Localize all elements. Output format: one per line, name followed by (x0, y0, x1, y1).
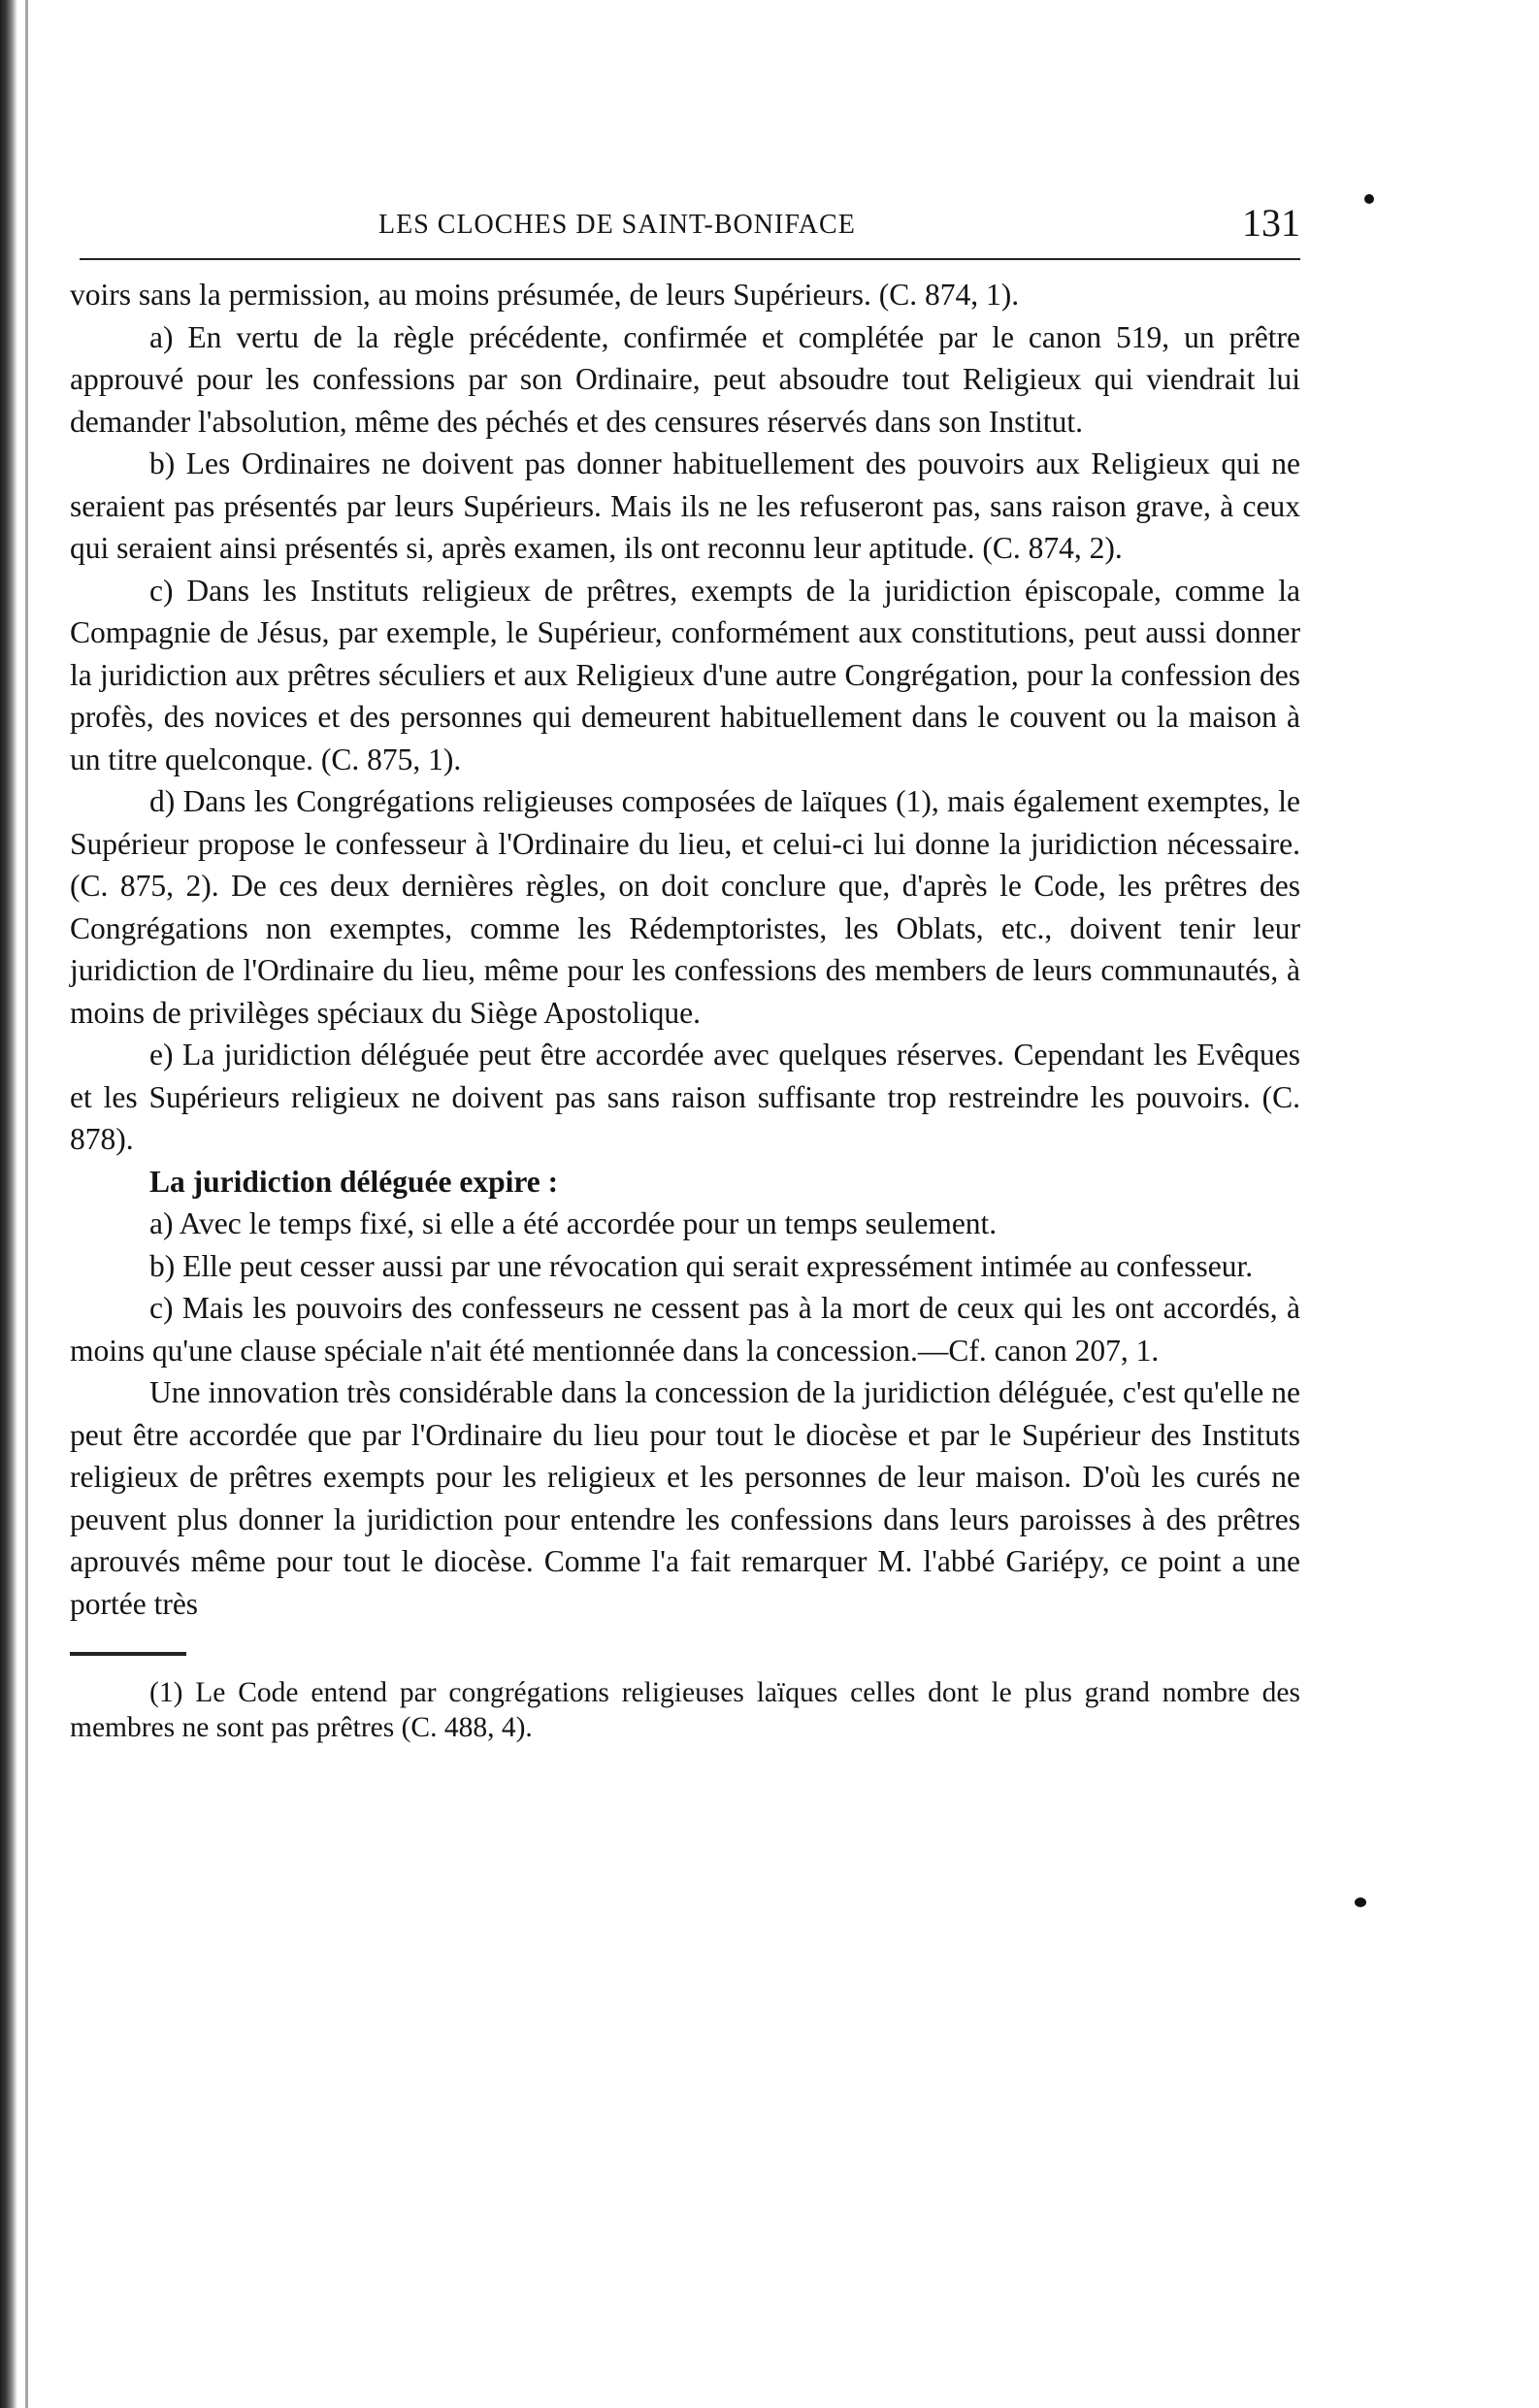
ink-speck (1364, 194, 1374, 204)
footnote-rule (70, 1652, 186, 1656)
paragraph: b) Les Ordinaires ne doivent pas donner habituellement des pouvoirs aux Religieux qui ne seraient pas présentés par leurs Supérieurs. Mais ils ne les refuseront pas, sans raison grave, à ceux qui seraient ainsi présentés si, après examen, ils ont reconnu leur aptitude. (C. 874, 2). (70, 446, 1300, 565)
paragraph: b) Elle peut cesser aussi par une révocation qui serait expressément intimée au confesseur. (149, 1248, 1254, 1283)
paragraph: voirs sans la permission, au moins présumée, de leurs Supérieurs. (C. 874, 1). (70, 278, 1020, 312)
paragraph: d) Dans les Congrégations religieuses composées de laïques (1), mais également exemptes, le Supérieur propose le confesseur à l'Ordinaire du lieu, et celui-ci lui donne la juridiction nécessaire. (C. 875, 2). De ces deux dernières règles, on doit conclure que, d'après le Code, les prêtres des Congrégations non exemptes, comme les Rédemptoristes, les Oblats, etc., doivent tenir leur juridiction de l'Ordinaire du lieu, même pour les confessions des members de leurs communautés, à moins de privilèges spéciaux du Siège Apostolique. (70, 784, 1300, 1030)
paragraph: c) Dans les Instituts religieux de prêtres, exempts de la juridiction épiscopale, comme la Compagnie de Jésus, par exemple, le Supérieur, conformément aux constitutions, peut aussi donner la juridiction aux prêtres séculiers et aux Religieux d'une autre Congrégation, pour la confession des profès, des novices et des personnes qui demeurent habituellement dans le couvent ou la maison à un titre quelconque. (C. 875, 1). (70, 573, 1300, 776)
paragraph: c) Mais les pouvoirs des confesseurs ne cessent pas à la mort de ceux qui les ont accordés, à moins qu'une clause spéciale n'ait été mentionnée dans la concession.—Cf. canon 207, 1. (70, 1291, 1300, 1368)
page-header (70, 194, 1300, 252)
paragraph: Une innovation très considérable dans la concession de la juridiction déléguée, c'est qu'elle ne peut être accordée que par l'Ordinaire du lieu pour tout le diocèse et par le Supérieur des Instituts religieux de prêtres exempts pour les religieux et les personnes de leur maison. D'où les curés ne peuvent plus donner la juridiction pour entendre les confessions dans leurs paroisses à des prêtres aprouvés même pour tout le diocèse. Comme l'a fait remarquer M. l'abbé Gariépy, ce point a une portée très (70, 1375, 1300, 1621)
binding-shadow-line (25, 0, 28, 2408)
body-text (70, 274, 1300, 1625)
book-page (70, 194, 1300, 1745)
book-binding-edge (0, 0, 17, 2408)
page-number: 131 (1242, 201, 1300, 245)
paragraph: a) En vertu de la règle précédente, confirmée et complétée par le canon 519, un prêtre approuvé pour les confessions par son Ordinaire, peut absoudre tout Religieux qui viendrait lui demander l'absolution, même des péchés et des censures réservés dans son Institut. (70, 319, 1300, 439)
section-heading: La juridiction déléguée expire : (149, 1164, 559, 1199)
paragraph: e) La juridiction déléguée peut être accordée avec quelques réserves. Cependant les Evêques et les Supérieurs religieux ne doivent pas sans raison suffisante trop restreindre les pouvoirs. (C. 878). (70, 1038, 1300, 1156)
running-title: LES CLOCHES DE SAINT-BONIFACE (378, 210, 856, 240)
paragraph: a) Avec le temps fixé, si elle a été accordée pour un temps seulement. (149, 1206, 998, 1240)
header-rule (80, 258, 1300, 260)
ink-speck (1355, 1897, 1366, 1907)
footnote: (1) Le Code entend par congrégations religieuses laïques celles dont le plus grand nombre des membres ne sont pas prêtres (C. 488, 4). (70, 1677, 1300, 1743)
